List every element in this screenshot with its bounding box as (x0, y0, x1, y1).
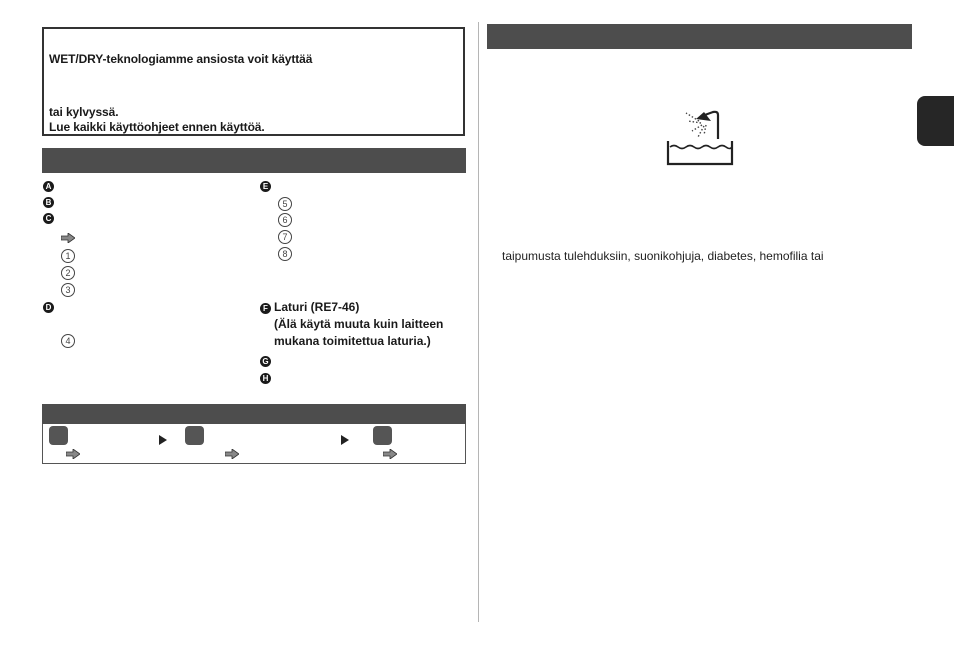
marker-g: G (260, 356, 271, 367)
language-tab (917, 96, 954, 146)
callout-5: 5 (278, 197, 292, 211)
charger-model: Laturi (RE7-46) (274, 300, 360, 314)
arrow-right-icon (225, 449, 239, 459)
marker-f: F (260, 303, 271, 314)
step-2-square (185, 426, 204, 445)
marker-a: A (43, 181, 54, 192)
charger-note-line-2: mukana toimitettua laturia.) (274, 334, 431, 348)
marker-c: C (43, 213, 54, 224)
callout-6: 6 (278, 213, 292, 227)
shower-bath-icon (666, 109, 734, 167)
marker-d: D (43, 302, 54, 313)
arrow-right-icon (61, 233, 75, 243)
intro-box (42, 27, 465, 136)
step-3-square (373, 426, 392, 445)
right-section-header-bar (487, 24, 912, 49)
callout-8: 8 (278, 247, 292, 261)
intro-line-2: tai kylvyssä. (49, 105, 119, 119)
callout-3: 3 (61, 283, 75, 297)
charger-note-line-1: (Älä käytä muuta kuin laitteen (274, 317, 444, 331)
column-divider (478, 22, 479, 622)
callout-7: 7 (278, 230, 292, 244)
charger-text (274, 299, 443, 350)
callout-1: 1 (61, 249, 75, 263)
arrow-right-icon (383, 449, 397, 459)
intro-line-3: Lue kaikki käyttöohjeet ennen käyttöä. (49, 120, 265, 134)
intro-line-1: WET/DRY-teknologiamme ansiosta voit käyttää (49, 52, 313, 66)
callout-4: 4 (61, 334, 75, 348)
callout-2: 2 (61, 266, 75, 280)
marker-e: E (260, 181, 271, 192)
parts-section-header-bar (42, 148, 466, 173)
steps-section-header-bar (42, 404, 466, 424)
play-triangle-icon (159, 435, 167, 445)
play-triangle-icon (341, 435, 349, 445)
steps-box (42, 424, 466, 464)
arrow-right-icon (66, 449, 80, 459)
marker-h: H (260, 373, 271, 384)
marker-b: B (43, 197, 54, 208)
right-body-text: taipumusta tulehduksiin, suonikohjuja, diabetes, hemofilia tai (502, 249, 824, 263)
step-1-square (49, 426, 68, 445)
